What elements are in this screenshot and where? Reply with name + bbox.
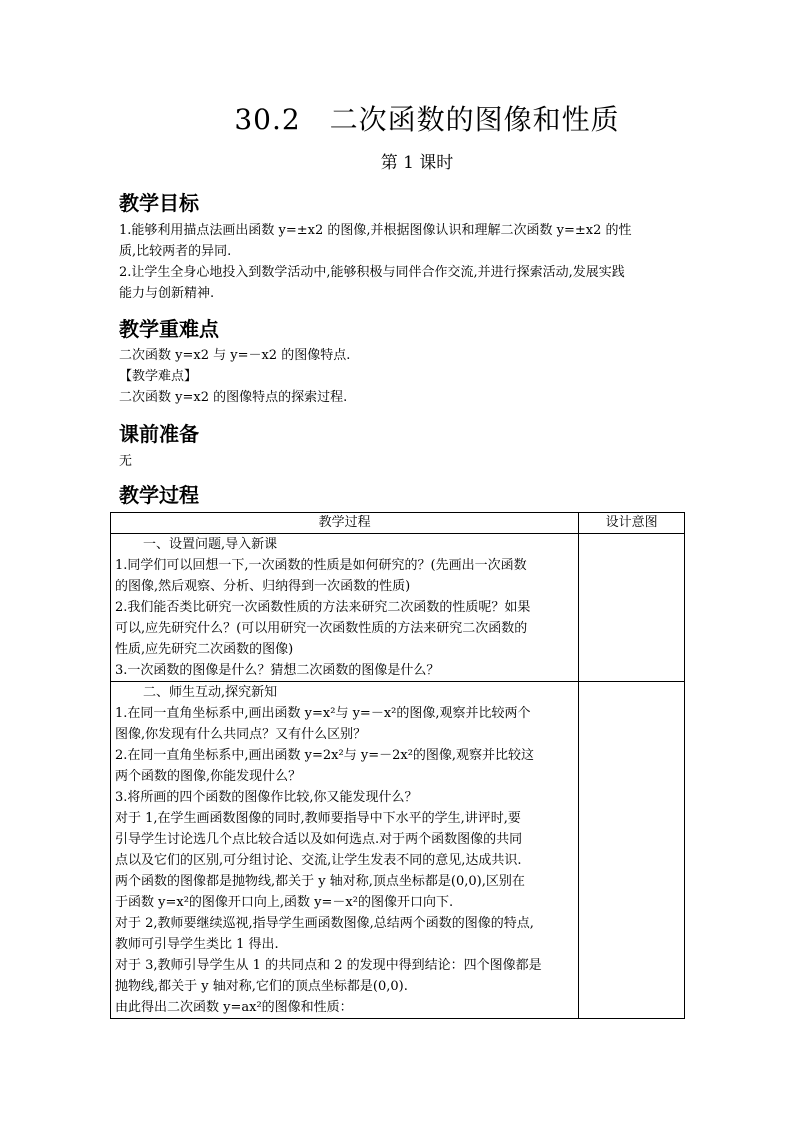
goals-text	[119, 220, 679, 304]
cell-line: 图像,你发现有什么共同点？又有什么区别？	[115, 727, 367, 742]
page-title: 30.2 二次函数的图像和性质	[234, 103, 620, 136]
key-point-line: 二次函数 y=x2 与 y=－x2 的图像特点.	[119, 348, 351, 363]
cell-line: 性质,应先研究二次函数的图像)	[115, 642, 294, 657]
heading-key-points: 教学重难点	[119, 317, 219, 341]
difficulty-line: 二次函数 y=x2 的图像特点的探索过程.	[119, 390, 348, 405]
cell-line: 可以,应先研究什么？(可以用研究一次函数性质的方法来研究二次函数的	[115, 621, 528, 636]
heading-process: 教学过程	[119, 483, 199, 507]
cell-line: 的图像,然后观察、分析、归纳得到一次函数的性质)	[115, 579, 411, 594]
cell-line: 由此得出二次函数 y=ax²的图像和性质：	[115, 1000, 353, 1015]
difficulty-label: 【教学难点】	[119, 369, 198, 384]
table-cell-process	[111, 682, 579, 1019]
section-heading: 二、师生互动,探究新知	[143, 685, 278, 700]
table-row	[111, 682, 685, 1019]
table-row	[111, 534, 685, 682]
cell-line: 对于 1,在学生画函数图像的同时,教师要指导中下水平的学生,讲评时,要	[115, 811, 521, 826]
table-header-row	[111, 513, 685, 534]
cell-line: 对于 3,教师引导学生从 1 的共同点和 2 的发现中得到结论：四个图像都是	[115, 958, 542, 973]
cell-line: 教师可引导学生类比 1 得出.	[115, 937, 279, 952]
cell-line: 1.在同一直角坐标系中,画出函数 y=x²与 y=－x²的图像,观察并比较两个	[115, 706, 531, 721]
table-cell-intent	[579, 682, 685, 1019]
cell-line: 引导学生讨论选几个点比较合适以及如何选点.对于两个函数图像的共同	[115, 832, 523, 847]
cell-line: 于函数 y=x²的图像开口向上,函数 y=－x²的图像开口向下.	[115, 895, 454, 910]
cell-line: 3.将所画的四个函数的图像作比较,你又能发现什么？	[115, 790, 418, 805]
cell-line: 对于 2,教师要继续巡视,指导学生画函数图像,总结两个函数的图像的特点,	[115, 916, 534, 931]
heading-prep: 课前准备	[119, 422, 199, 446]
cell-line: 两个函数的图像,你能发现什么？	[115, 769, 302, 784]
cell-line: 抛物线,都关于 y 轴对称,它们的顶点坐标都是(0,0).	[115, 979, 408, 994]
table-cell-process	[111, 534, 579, 682]
goals-line: 2.让学生全身心地投入到数学活动中,能够积极与同伴合作交流,并进行探索活动,发展实践	[119, 265, 625, 280]
cell-line: 3.一次函数的图像是什么？猜想二次函数的图像是什么？	[115, 663, 440, 678]
key-points-text	[119, 345, 679, 408]
table-header-intent: 设计意图	[579, 513, 685, 534]
cell-line: 点以及它们的区别,可分组讨论、交流,让学生发表不同的意见,达成共识.	[115, 853, 522, 868]
table-cell-intent	[579, 534, 685, 682]
section-heading: 一、设置问题,导入新课	[143, 537, 278, 552]
cell-line: 1.同学们可以回想一下,一次函数的性质是如何研究的？(先画出一次函数	[115, 558, 527, 573]
page-subtitle: 第 1 课时	[380, 153, 454, 173]
process-table	[110, 512, 685, 1019]
goals-line: 质,比较两者的异同.	[119, 244, 232, 259]
cell-line: 2.我们能否类比研究一次函数性质的方法来研究二次函数的性质呢？如果	[115, 600, 531, 615]
cell-line: 2.在同一直角坐标系中,画出函数 y=2x²与 y=－2x²的图像,观察并比较这	[115, 748, 535, 763]
table-header-process: 教学过程	[111, 513, 579, 534]
goals-line: 能力与创新精神.	[119, 286, 215, 301]
cell-line: 两个函数的图像都是抛物线,都关于 y 轴对称,顶点坐标都是(0,0),区别在	[115, 874, 525, 889]
prep-text: 无	[119, 454, 133, 469]
heading-goals: 教学目标	[119, 191, 199, 215]
goals-line: 1.能够利用描点法画出函数 y=±x2 的图像,并根据图像认识和理解二次函数 y=±x2 的性	[119, 223, 632, 238]
